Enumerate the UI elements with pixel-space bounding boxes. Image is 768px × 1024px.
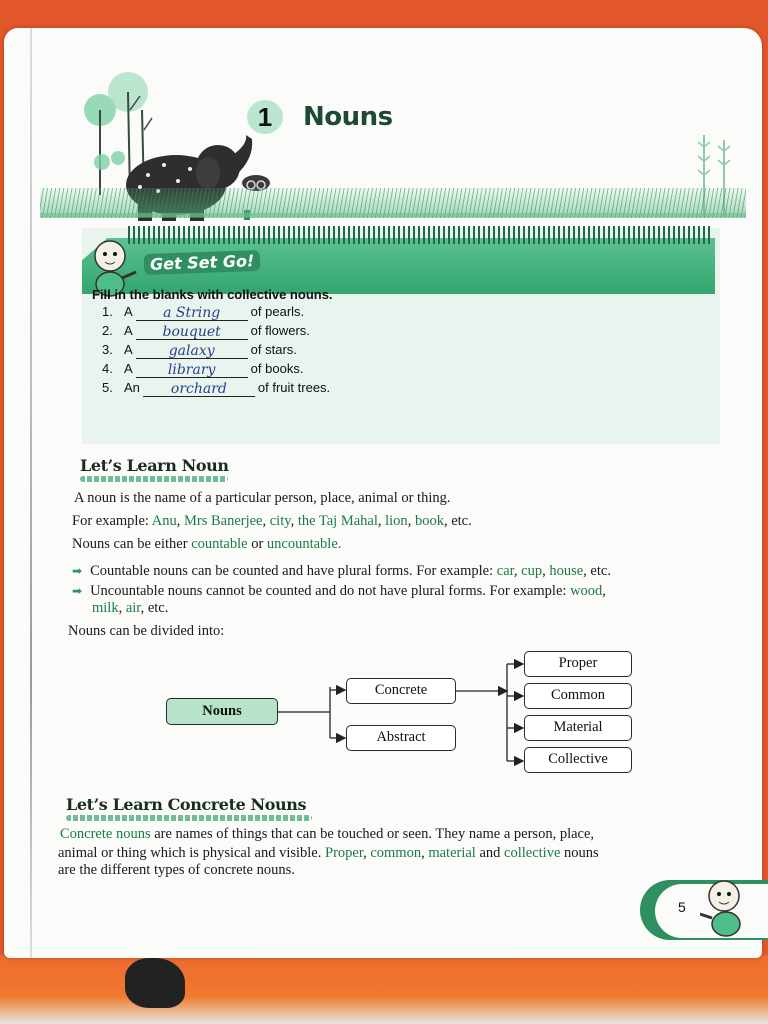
answer-blank[interactable]: bouquet xyxy=(136,325,248,340)
concrete-line-2: animal or thing which is physical and visible. Proper, common, material and collective nouns xyxy=(58,845,599,861)
example-word: cup xyxy=(521,563,543,579)
chapter-number: 1 xyxy=(247,100,283,134)
item-text: of flowers. xyxy=(250,323,310,338)
item-article: An xyxy=(124,380,140,395)
example-word: Mrs Banerjee xyxy=(183,513,263,529)
example-word: house xyxy=(549,563,584,579)
concrete-text: animal or thing which is physical and visible. xyxy=(58,845,325,861)
and-text: and xyxy=(475,845,505,861)
item-text: of fruit trees. xyxy=(257,380,331,395)
exercise-label: Get Set Go! xyxy=(144,250,261,275)
concrete-term: Concrete nouns xyxy=(60,826,151,842)
concrete-text: nouns xyxy=(560,845,599,861)
countable-bullet: ➡ Countable nouns can be counted and have plural forms. For example: car, cup, house, etc. xyxy=(72,563,611,579)
answer-blank[interactable]: galaxy xyxy=(136,344,248,359)
diagram-node-material: Material xyxy=(524,715,632,741)
diagram-node-abstract: Abstract xyxy=(346,725,456,751)
uncountable-term: uncountable. xyxy=(266,536,342,552)
diagram-node-common: Common xyxy=(524,683,632,709)
etc-text: etc. xyxy=(451,513,472,529)
or-text: or xyxy=(251,536,264,552)
item-article: A xyxy=(124,361,133,376)
arrow-bullet-icon: ➡ xyxy=(72,564,83,578)
uncountable-bullet-cont: milk, air, etc. xyxy=(92,600,169,616)
bullet-text: Countable nouns can be counted and have plural forms. For example: xyxy=(90,563,494,579)
item-article: A xyxy=(124,323,133,338)
answer-blank[interactable]: a String xyxy=(136,306,248,321)
type-word: collective xyxy=(504,845,561,861)
countable-term: countable xyxy=(191,536,248,552)
diagram-node-collective: Collective xyxy=(524,747,632,773)
item-number: 2. xyxy=(102,323,113,338)
example-word: air xyxy=(125,600,141,616)
example-word: city xyxy=(269,513,291,529)
turtle-mascot-icon xyxy=(700,878,750,940)
example-word: the Taj Mahal xyxy=(297,513,378,529)
concrete-line-3: are the different types of concrete nouns. xyxy=(58,862,295,878)
section-title-concrete: Let’s Learn Concrete Nouns xyxy=(66,795,307,814)
exercise-instruction: Fill in the blanks with collective nouns. xyxy=(92,287,333,302)
item-article: A xyxy=(124,304,133,319)
noun-definition: A noun is the name of a particular person, place, animal or thing. xyxy=(74,490,451,506)
bullet-text: Uncountable nouns cannot be counted and do not have plural forms. For example: xyxy=(90,583,567,599)
title-underline xyxy=(66,815,312,821)
answer-blank[interactable]: orchard xyxy=(143,382,255,397)
example-word: book xyxy=(414,513,444,529)
example-word: lion xyxy=(385,513,408,529)
item-number: 5. xyxy=(102,380,113,395)
item-text: of pearls. xyxy=(250,304,305,319)
type-word: Proper xyxy=(325,845,364,861)
concrete-line-1 xyxy=(60,826,594,843)
section-title-noun: Let’s Learn Noun xyxy=(80,456,229,475)
example-word: Anu xyxy=(151,513,177,529)
page-number: 5 xyxy=(678,899,686,915)
type-word: material xyxy=(428,845,476,861)
arrow-bullet-icon: ➡ xyxy=(72,584,83,598)
example-line: For example: Anu, Mrs Banerjee, city, the Taj Mahal, lion, book, etc. xyxy=(72,513,472,529)
item-text: of stars. xyxy=(250,342,297,357)
uncountable-bullet: ➡ Uncountable nouns cannot be counted and do not have plural forms. For example: wood, xyxy=(72,583,606,599)
item-article: A xyxy=(124,342,133,357)
divided-text: Nouns can be divided into: xyxy=(68,623,225,639)
diagram-node-nouns: Nouns xyxy=(166,698,278,725)
answer-blank[interactable]: library xyxy=(136,363,248,378)
etc-text: etc. xyxy=(590,563,611,579)
item-text: of books. xyxy=(250,361,304,376)
item-number: 4. xyxy=(102,361,113,376)
concrete-text: are names of things that can be touched or seen. They name a person, place, xyxy=(150,826,595,842)
diagram-node-concrete: Concrete xyxy=(346,678,456,704)
example-word: car xyxy=(496,563,514,579)
either-text: Nouns can be either xyxy=(72,536,188,552)
type-word: common xyxy=(370,845,422,861)
etc-text: etc. xyxy=(147,600,169,616)
item-number: 3. xyxy=(102,342,113,357)
diagram-node-proper: Proper xyxy=(524,651,632,677)
example-word: milk xyxy=(92,600,119,616)
item-number: 1. xyxy=(102,304,113,319)
chapter-title: Nouns xyxy=(303,102,393,132)
example-prefix: For example: xyxy=(72,513,149,529)
example-word: wood xyxy=(570,583,603,599)
